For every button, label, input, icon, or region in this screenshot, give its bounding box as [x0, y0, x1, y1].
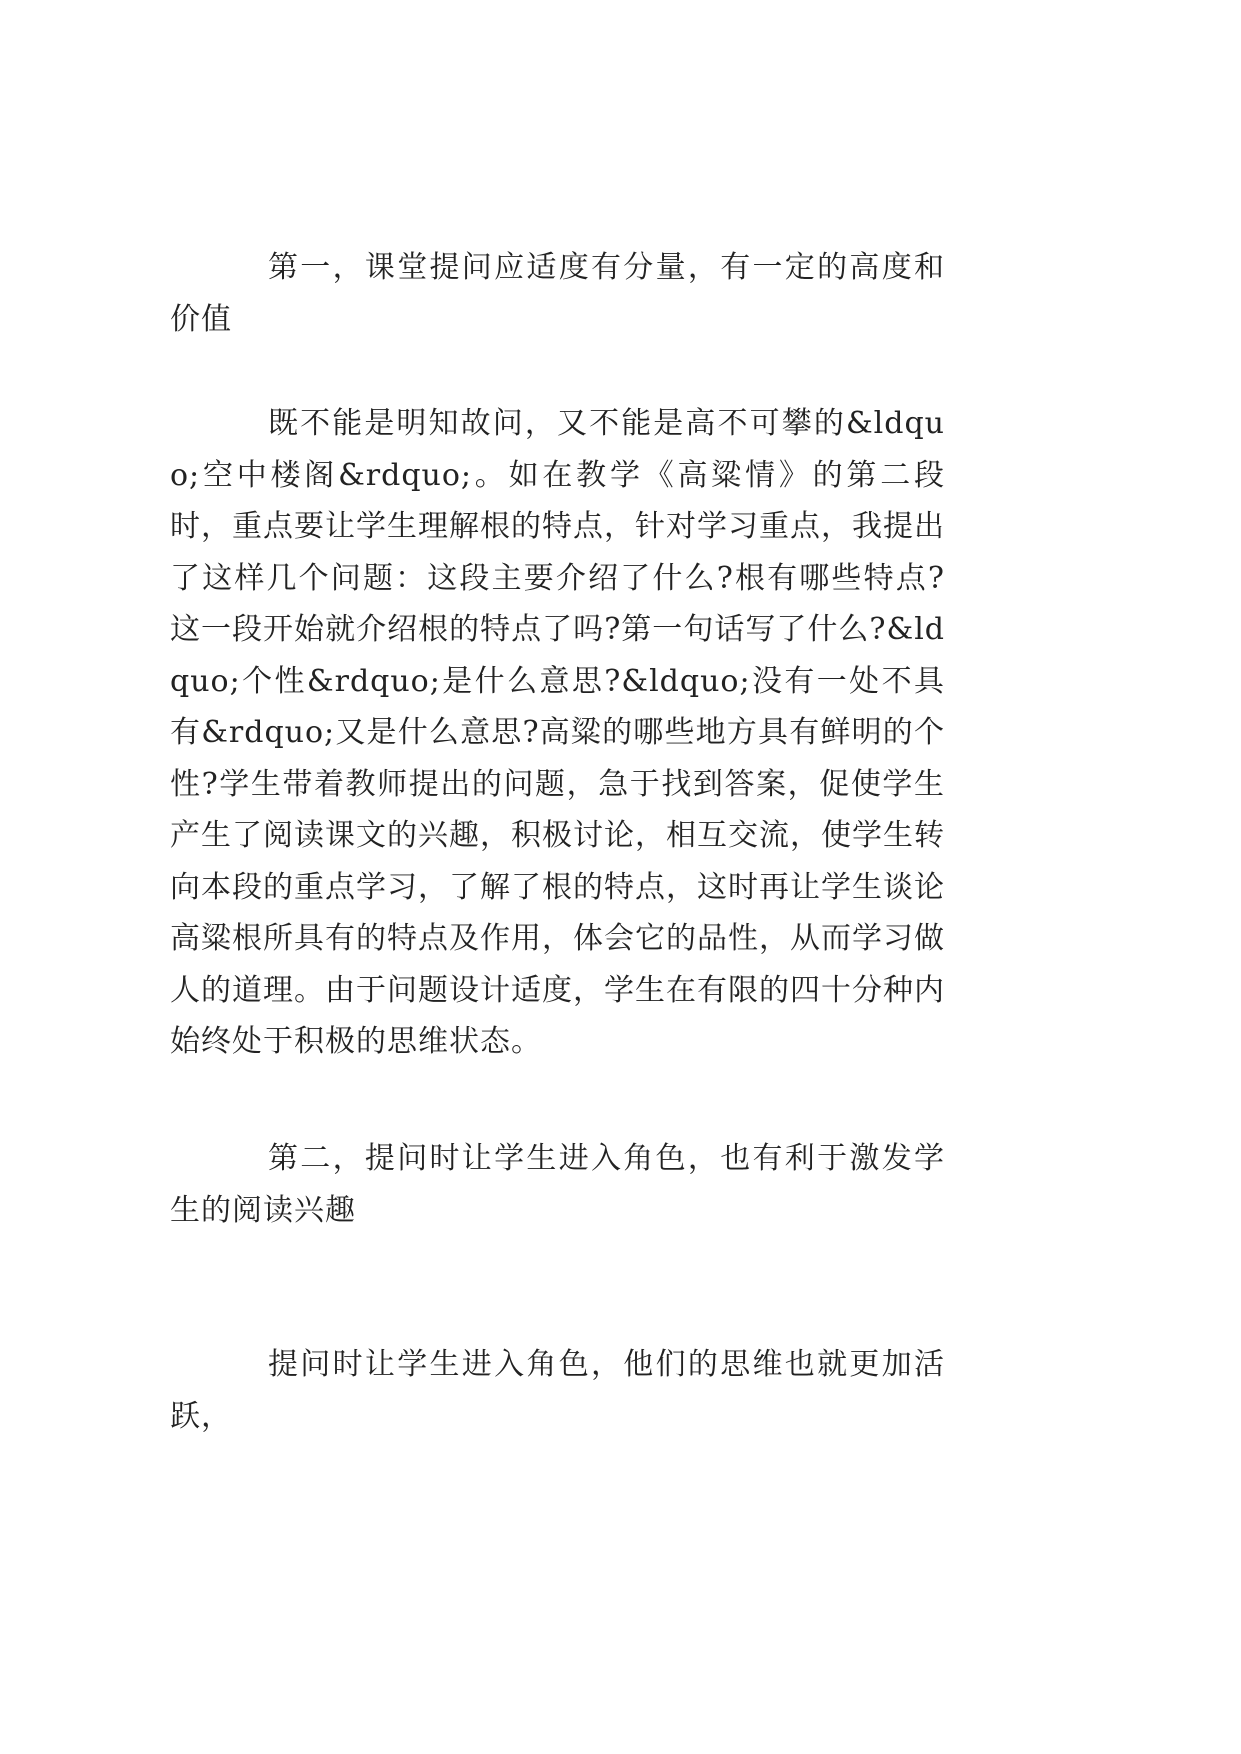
- section-heading-1: 第一，课堂提问应适度有分量，有一定的高度和价值: [170, 250, 945, 337]
- body-paragraph-2: 提问时让学生进入角色，他们的思维也就更加活跃，: [170, 1347, 945, 1434]
- section-heading-2: 第二，提问时让学生进入角色，也有利于激发学生的阅读兴趣: [170, 1141, 945, 1228]
- body-paragraph-1: 既不能是明知故问，又不能是高不可攀的&ldquo;空中楼阁&rdquo;。如在教学《高粱情》的第二段时，重点要让学生理解根的特点，针对学习重点，我提出了这样几个问题：这段主要介绍了什么?根有哪些特点?这一段开始就介绍根的特点了吗?第一句话写了什么?&ldquo;个性&rdquo;是什么意思?&ldquo;没有一处不具有&rdquo;又是什么意思?高粱的哪些地方具有鲜明的个性?学生带着教师提出的问题，急于找到答案，促使学生产生了阅读课文的兴趣，积极讨论，相互交流，使学生转向本段的重点学习，了解了根的特点，这时再让学生谈论高粱根所具有的特点及作用，体会它的品性，从而学习做人的道理。由于问题设计适度，学生在有限的四十分种内始终处于积极的思维状态。: [170, 406, 945, 1059]
